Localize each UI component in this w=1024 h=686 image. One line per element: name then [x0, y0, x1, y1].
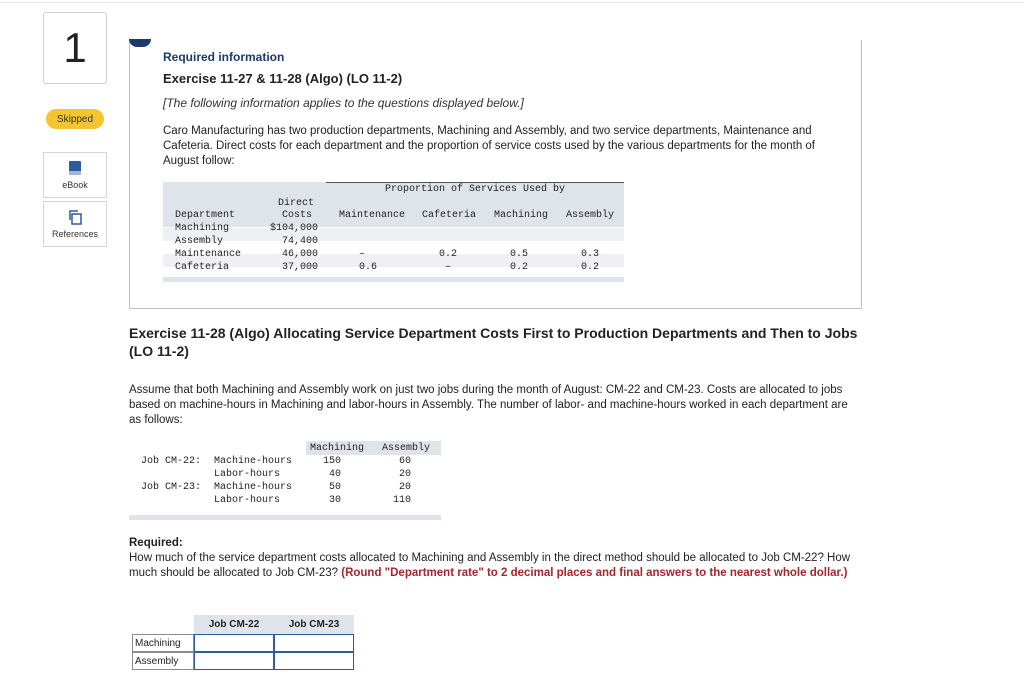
section-paragraph: Assume that both Machining and Assembly work on just two jobs during the month of August: CM-22 and CM-23. Costs are allocated to jobs based on machine-hours in Machining and labor-hours in Assembly. The number of labor- and machine-hours worked in each department are as follows:	[129, 384, 848, 426]
row-mach: 0.2	[510, 262, 529, 273]
mach-value: 50	[328, 482, 341, 493]
required-text	[129, 551, 859, 581]
assy-value: 20	[398, 469, 411, 480]
col-direct-1: Direct	[278, 198, 315, 209]
row-maint: 0.6	[359, 262, 378, 273]
assy-value: 60	[398, 456, 411, 467]
exercise-note: [The following information applies to the questions displayed below.]	[163, 96, 524, 110]
section-title: Exercise 11-28 (Algo) Allocating Service Department Costs First to Production Departments and Then to Jobs (LO 11-2)	[129, 325, 858, 359]
hours-type: Labor-hours	[214, 469, 281, 480]
machining-cm22-input[interactable]	[194, 634, 274, 652]
assy-value: 110	[392, 495, 411, 506]
info-heading: Required information	[163, 50, 285, 64]
col-assembly: Assembly	[566, 210, 615, 221]
job-label: Job CM-22:	[141, 456, 202, 467]
required-information-panel	[129, 40, 862, 309]
mach-value: 30	[328, 495, 341, 506]
col-machining: Machining	[494, 210, 549, 221]
row-cafe: 0.2	[439, 249, 458, 260]
hours-type: Machine-hours	[214, 482, 293, 493]
rounding-instruction: (Round "Department rate" to 2 decimal places and final answers to the nearest whole dollar.)	[341, 567, 848, 579]
col-direct-2: Costs	[282, 210, 313, 221]
exercise-title: Exercise 11-27 & 11-28 (Algo) (LO 11-2)	[163, 71, 403, 86]
row-maint: –	[359, 249, 366, 260]
col-job-cm23: Job CM-23	[274, 615, 354, 634]
row-assy: 0.3	[581, 249, 600, 260]
col-machining: Machining	[310, 443, 365, 454]
mach-value: 40	[328, 469, 341, 480]
row-cost: 46,000	[281, 249, 318, 260]
col-assembly: Assembly	[382, 443, 431, 454]
jobs-hours-table	[129, 441, 441, 519]
hours-type: Labor-hours	[214, 495, 281, 506]
collapse-toggle[interactable]	[129, 39, 151, 47]
assy-value: 20	[398, 482, 411, 493]
row-machining: Machining	[132, 634, 194, 652]
status-badge: Skipped	[46, 109, 104, 129]
row-cost: 37,000	[281, 262, 318, 273]
hours-type: Machine-hours	[214, 456, 293, 467]
assembly-cm22-input[interactable]	[194, 652, 274, 670]
col-department: Department	[175, 210, 236, 221]
references-button[interactable]	[43, 201, 107, 247]
row-mach: 0.5	[510, 249, 529, 260]
ebook-label: eBook	[62, 180, 88, 190]
copy-icon	[67, 209, 83, 225]
assembly-cm23-input[interactable]	[274, 652, 354, 670]
row-assembly: Assembly	[132, 652, 194, 670]
book-icon	[67, 160, 83, 176]
row-cafe: –	[445, 262, 452, 273]
mach-value: 150	[322, 456, 341, 467]
col-maintenance: Maintenance	[339, 210, 406, 221]
row-cost: $104,000	[269, 223, 318, 234]
row-dept: Assembly	[175, 236, 224, 247]
col-job-cm22: Job CM-22	[194, 615, 274, 634]
row-assy: 0.2	[581, 262, 600, 273]
exercise-paragraph: Caro Manufacturing has two production departments, Machining and Assembly, and two service departments, Maintenance and Cafeteria. Direct costs for each department and the proportion of service costs used by the various departments for the month of August follow:	[163, 125, 816, 167]
ebook-button[interactable]	[43, 152, 107, 198]
machining-cm23-input[interactable]	[274, 634, 354, 652]
required-label: Required:	[129, 537, 183, 549]
col-cafeteria: Cafeteria	[422, 210, 477, 221]
required-question: How much of the service department costs allocated to Machining and Assembly in the direct method should be allocated to Job CM-22? How much should be allocated to Job CM-23?	[129, 552, 851, 579]
row-dept: Cafeteria	[175, 262, 230, 273]
row-dept: Machining	[175, 223, 230, 234]
row-dept: Maintenance	[175, 249, 242, 260]
row-cost: 74,400	[281, 236, 318, 247]
top-divider	[0, 2, 1024, 3]
group-header: Proportion of Services Used by	[385, 184, 566, 195]
question-number: 1	[43, 12, 107, 84]
job-label: Job CM-23:	[141, 482, 202, 493]
references-label: References	[51, 229, 99, 239]
